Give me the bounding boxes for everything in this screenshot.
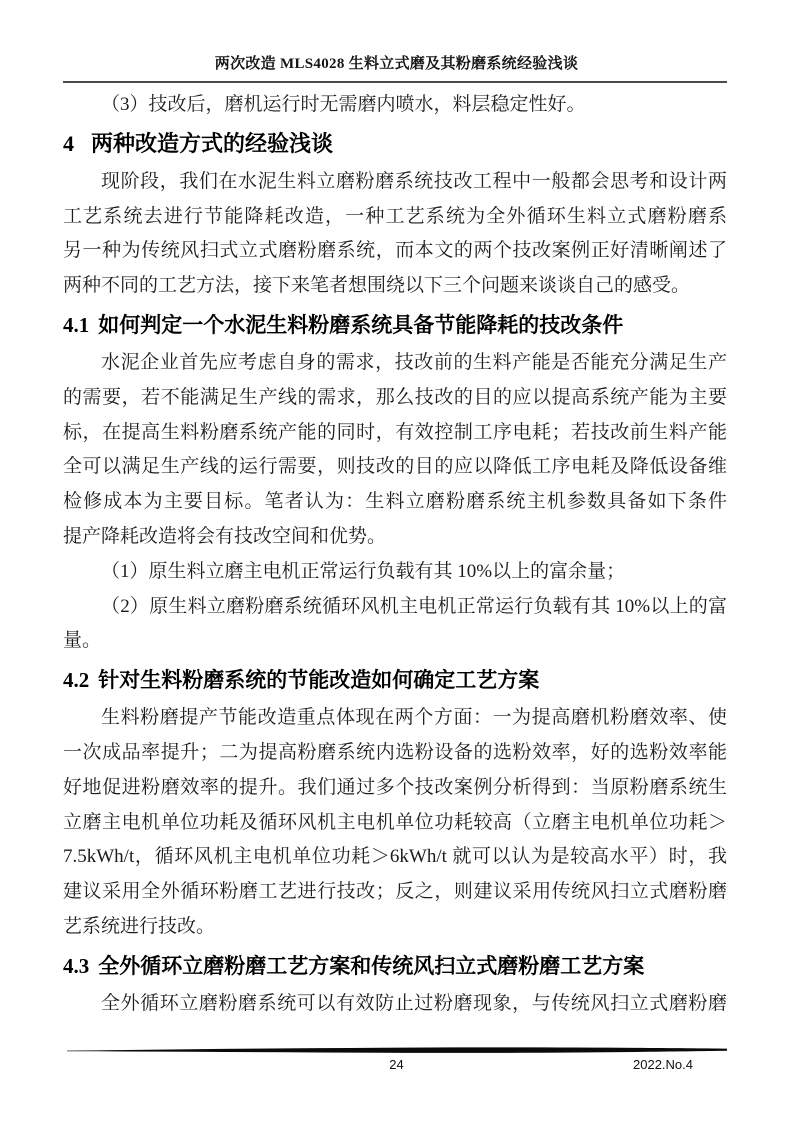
- footer-rule: [67, 1046, 727, 1055]
- issue-label: 2022.No.4: [633, 1057, 693, 1072]
- heading-number: 4.3: [63, 953, 90, 978]
- paragraph-line: 检修成本为主要目标。笔者认为：生料立磨粉磨系统主机参数具备如下条件: [63, 491, 727, 513]
- paragraph: [63, 701, 727, 945]
- document-body: [63, 88, 727, 1022]
- section-heading: [63, 124, 727, 164]
- paragraph: [63, 346, 727, 555]
- heading-number: 4.2: [63, 668, 90, 693]
- paragraph-line: 现阶段，我们在水泥生料立磨粉磨系统技改工程中一般都会思考和设计两: [101, 170, 727, 192]
- paragraph: [63, 590, 727, 660]
- heading-number: 4.1: [63, 312, 90, 337]
- heading-number: 4: [63, 130, 74, 156]
- heading-text: 两种改造方式的经验浅谈: [91, 130, 334, 156]
- paragraph-line: 艺系统进行技改。: [63, 915, 216, 937]
- paragraph-line: 工艺系统去进行节能降耗改造，一种工艺系统为全外循环生料立式磨粉磨系: [63, 205, 727, 227]
- header-rule: [63, 81, 727, 83]
- heading-text: 如何判定一个水泥生料粉磨系统具备节能降耗的技改条件: [98, 313, 624, 337]
- paragraph-line: 7.5kWh/t，循环风机主电机单位功耗＞6kWh/t 就可以认为是较高水平）时，我: [63, 846, 727, 868]
- paragraph-line: 量。: [63, 630, 102, 652]
- paragraph-line: （3）技改后，磨机运行时无需磨内喷水，料层稳定性好。: [101, 94, 586, 115]
- paragraph-line: 水泥企业首先应考虑自身的需求，技改前的生料产能是否能充分满足生产: [101, 351, 727, 373]
- section-heading: [63, 660, 727, 700]
- paragraph-line: 另一种为传统风扫式立式磨粉磨系统，而本文的两个技改案例正好清晰阐述了: [63, 240, 727, 262]
- page-header: [0, 0, 793, 83]
- header-title: 两次改造 MLS4028 生料立式磨及其粉磨系统经验浅谈: [214, 56, 579, 72]
- paragraph-line: 全可以满足生产线的运行需要，则技改的目的应以降低工序电耗及降低设备维: [63, 456, 727, 478]
- paragraph: [63, 165, 727, 304]
- paragraph-line: （2）原生料立磨粉磨系统循环风机主电机正常运行负载有其 10%以上的富: [101, 595, 727, 617]
- paragraph-line: 两种不同的工艺方法，接下来笔者想围绕以下三个问题来谈谈自己的感受。: [63, 275, 691, 297]
- paragraph-line: 一次成品率提升；二为提高粉磨系统内选粉设备的选粉效率，好的选粉效率能: [63, 741, 727, 763]
- paragraph: [63, 987, 727, 1022]
- paragraph-line: 全外循环立磨粉磨系统可以有效防止过粉磨现象，与传统风扫立式磨粉磨: [101, 992, 727, 1014]
- page-number: 24: [389, 1057, 404, 1072]
- section-heading: [63, 305, 727, 345]
- paragraph-line: 提产降耗改造将会有技改空间和优势。: [63, 525, 387, 547]
- heading-text: 全外循环立磨粉磨工艺方案和传统风扫立式磨粉磨工艺方案: [98, 954, 645, 978]
- page-footer: [0, 1046, 793, 1075]
- paragraph-line: 的需要，若不能满足生产线的需求，那么技改的目的应以提高系统产能为主要: [63, 386, 727, 408]
- paragraph-line: （1）原生料立磨主电机正常运行负载有其 10%以上的富余量；: [101, 560, 626, 582]
- paragraph: [63, 88, 727, 123]
- paragraph: [63, 555, 727, 590]
- paragraph-line: 建议采用全外循环粉磨工艺进行技改；反之，则建议采用传统风扫立式磨粉磨: [63, 881, 727, 903]
- section-heading: [63, 946, 727, 986]
- paragraph-line: 生料粉磨提产节能改造重点体现在两个方面：一为提高磨机粉磨效率、使: [101, 707, 727, 729]
- paragraph-line: 标，在提高生料粉磨系统产能的同时，有效控制工序电耗；若技改前生料产能: [63, 421, 727, 443]
- paragraph-line: 立磨主电机单位功耗及循环风机主电机单位功耗较高（立磨主电机单位功耗＞: [63, 811, 727, 833]
- footer-text-row: [0, 1057, 793, 1075]
- heading-text: 针对生料粉磨系统的节能改造如何确定工艺方案: [98, 669, 540, 693]
- paragraph-line: 好地促进粉磨效率的提升。我们通过多个技改案例分析得到：当原粉磨系统生: [63, 776, 727, 798]
